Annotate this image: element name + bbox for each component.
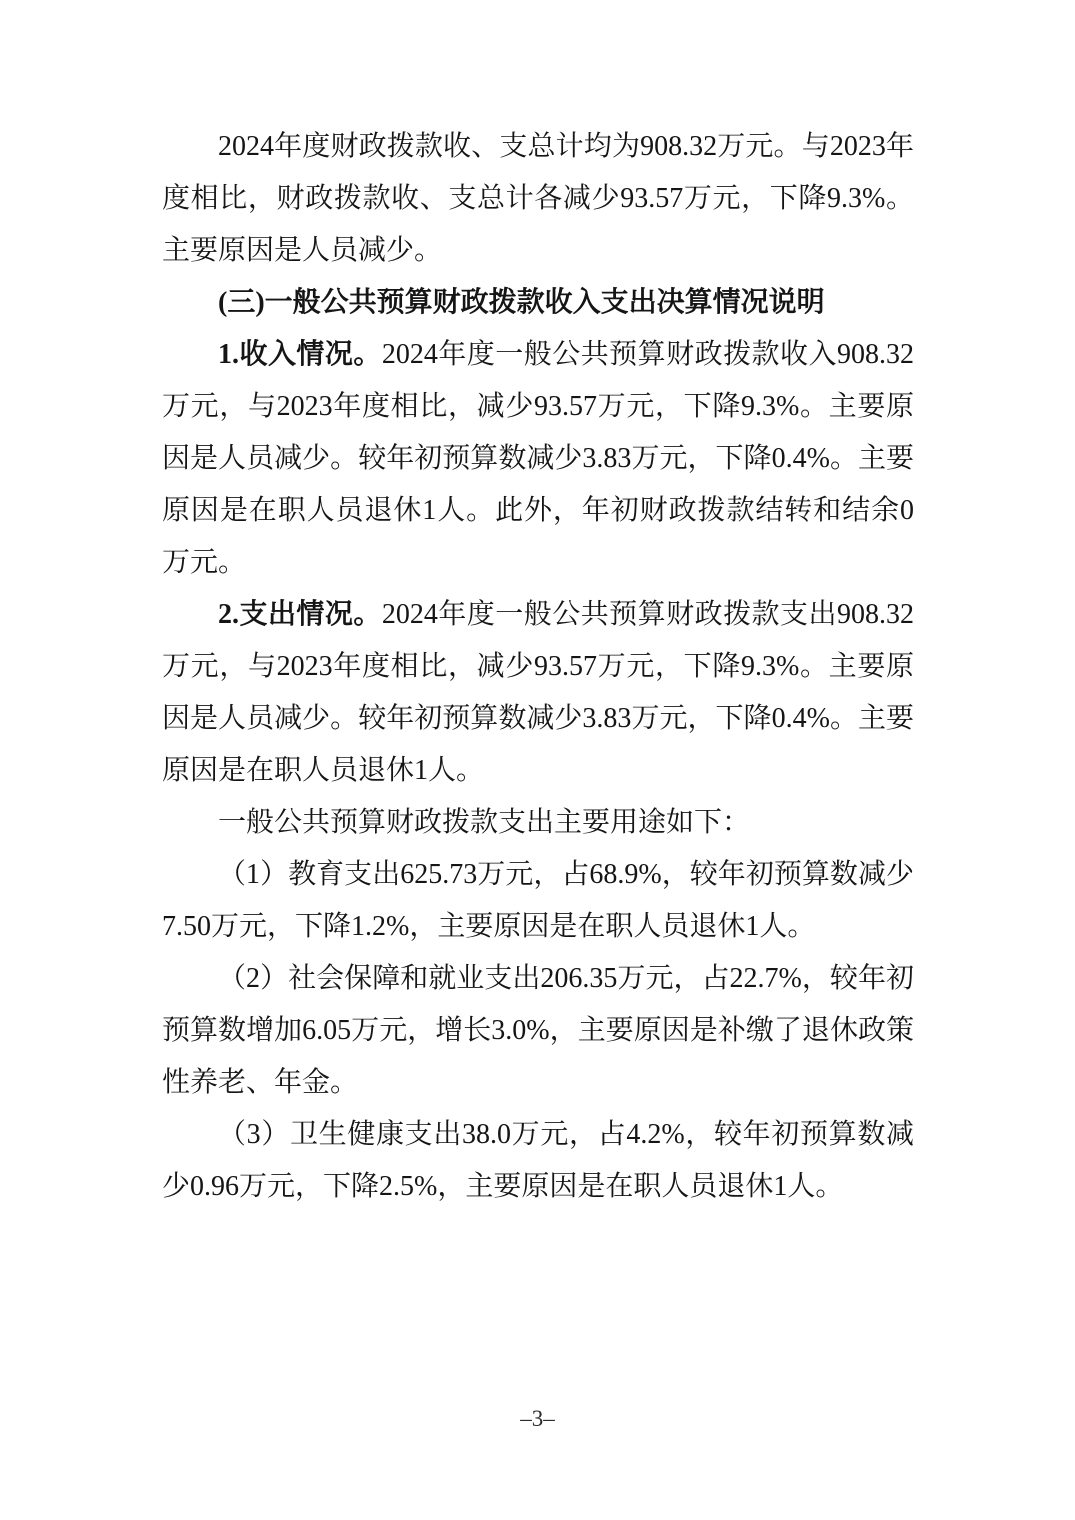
section-heading: (三)一般公共预算财政拨款收入支出决算情况说明 [218,287,825,318]
paragraph-item-education: （1）教育支出625.73万元，占68.9%，较年初预算数减少7.50万元，下降1.2%，主要原因是在职人员退休1人。 [162,859,914,942]
paragraph-fiscal-total: 2024年度财政拨款收、支总计均为908.32万元。与2023年度相比，财政拨款收、支总计各减少93.57万元，下降9.3%。主要原因是人员减少。 [162,131,914,266]
expenditure-label: 2.支出情况。 [218,599,382,630]
document-body [162,121,914,1213]
paragraph-item-health: （3）卫生健康支出38.0万元，占4.2%，较年初预算数减少0.96万元，下降2.5%，主要原因是在职人员退休1人。 [162,1119,914,1202]
expenditure-text: 2024年度一般公共预算财政拨款支出908.32万元，与2023年度相比，减少93.57万元，下降9.3%。主要原因是人员减少。较年初预算数减少3.83万元，下降0.4%。主要原因是在职人员退休1人。 [162,599,914,786]
income-label: 1.收入情况。 [218,339,382,370]
income-text: 2024年度一般公共预算财政拨款收入908.32万元，与2023年度相比，减少93.57万元，下降9.3%。主要原因是人员减少。较年初预算数减少3.83万元，下降0.4%。主要原因是在职人员退休1人。此外，年初财政拨款结转和结余0万元。 [162,339,914,578]
page-number: –3– [520,1406,555,1431]
paragraph-expenditure [162,589,914,797]
paragraph-usage-intro: 一般公共预算财政拨款支出主要用途如下： [218,807,751,838]
paragraph-item-social-security: （2）社会保障和就业支出206.35万元，占22.7%，较年初预算数增加6.05万元，增长3.0%，主要原因是补缴了退休政策性养老、年金。 [162,963,914,1098]
paragraph-income [162,329,914,589]
